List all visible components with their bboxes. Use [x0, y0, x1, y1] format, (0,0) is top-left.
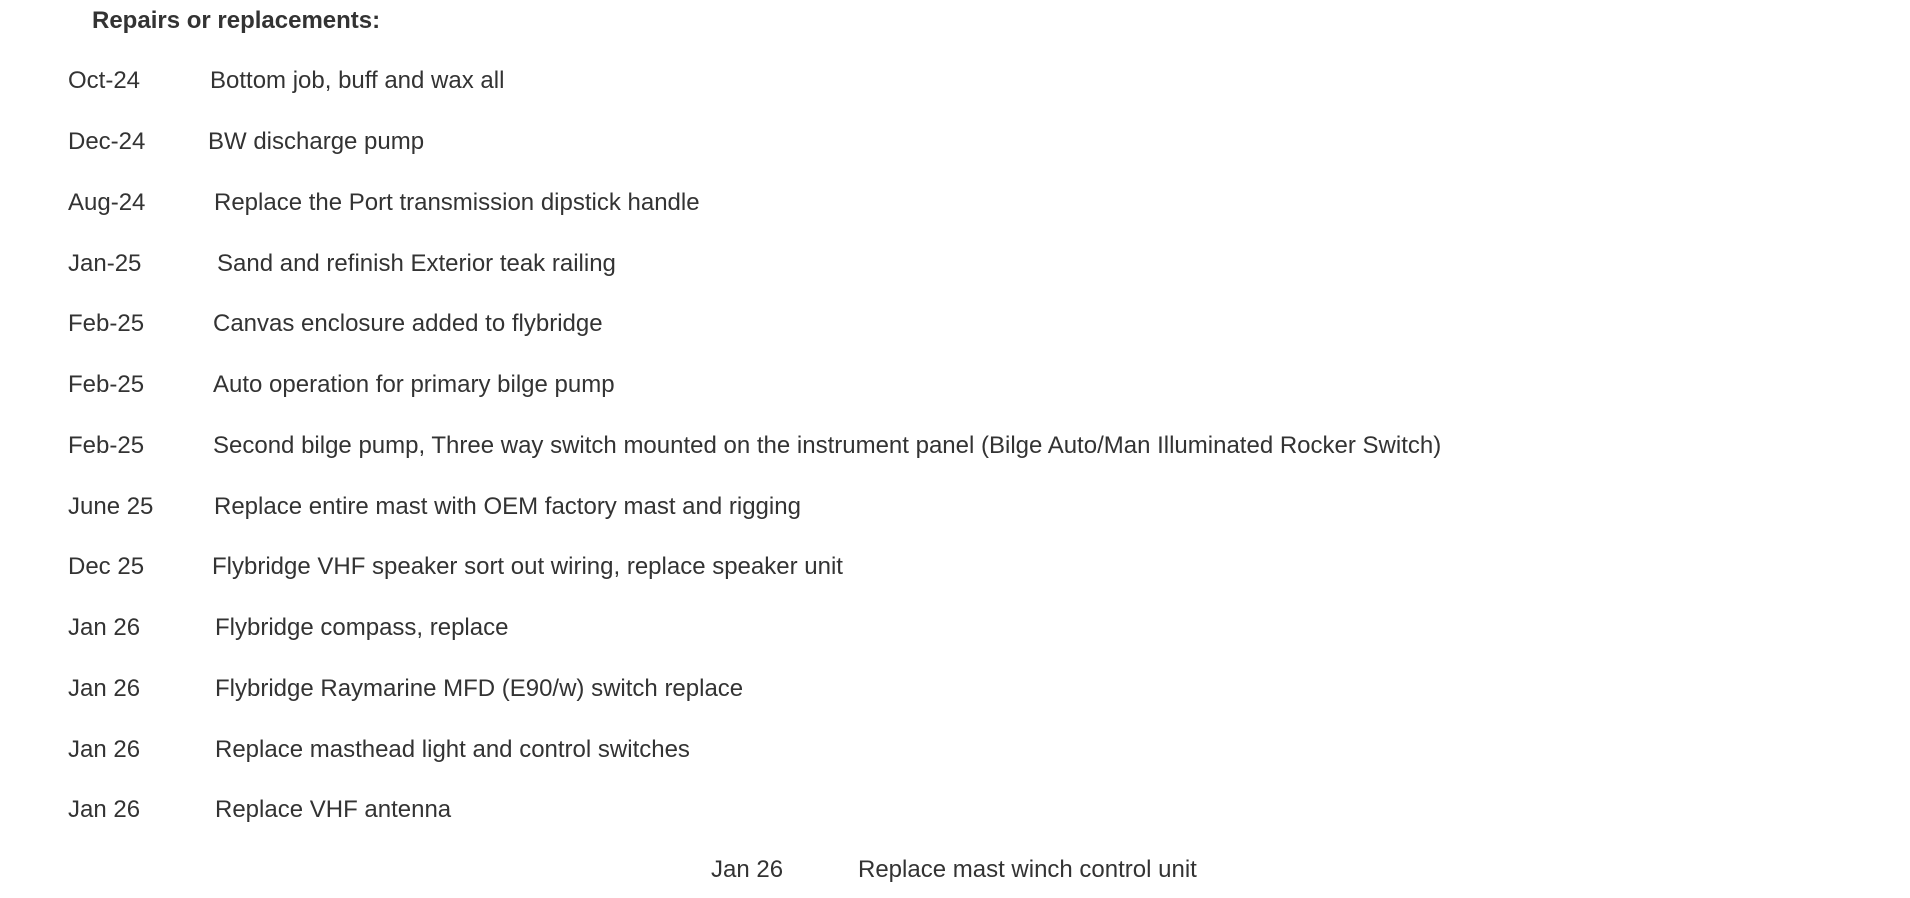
entry-description: Flybridge compass, replace [215, 614, 509, 641]
entry-description: Replace entire mast with OEM factory mast and rigging [214, 493, 801, 520]
entry-description: Auto operation for primary bilge pump [213, 371, 615, 398]
entry-description: Replace mast winch control unit [858, 856, 1197, 883]
entry-date: June 25 [68, 493, 154, 520]
entry-date: Jan-25 [68, 250, 142, 277]
entry-description: Bottom job, buff and wax all [210, 67, 505, 94]
entry-description: Flybridge VHF speaker sort out wiring, replace speaker unit [212, 553, 843, 580]
entry-description: Sand and refinish Exterior teak railing [217, 250, 616, 277]
entry-date: Feb-25 [68, 371, 145, 398]
entry-date: Jan 26 [68, 614, 141, 641]
entry-date: Dec-24 [68, 128, 146, 155]
entry-description: Replace masthead light and control switches [215, 736, 690, 763]
entry-description: Canvas enclosure added to flybridge [213, 310, 603, 337]
entry-description: BW discharge pump [208, 128, 425, 155]
entry-date: Jan 26 [68, 796, 141, 823]
entry-date: Feb-25 [68, 432, 145, 459]
entry-description: Replace the Port transmission dipstick handle [214, 189, 700, 216]
entry-date: Oct-24 [68, 67, 141, 94]
entry-date: Jan 26 [711, 856, 784, 883]
entry-description: Flybridge Raymarine MFD (E90/w) switch replace [215, 675, 744, 702]
entry-date: Aug-24 [68, 189, 146, 216]
section-heading: Repairs or replacements: [92, 7, 381, 34]
entry-date: Dec 25 [68, 553, 145, 580]
entry-date: Feb-25 [68, 310, 145, 337]
entry-date: Jan 26 [68, 675, 141, 702]
entry-description: Second bilge pump, Three way switch mounted on the instrument panel (Bilge Auto/Man Illuminated Rocker Switch) [213, 432, 1442, 459]
entry-description: Replace VHF antenna [215, 796, 452, 823]
entry-date: Jan 26 [68, 736, 141, 763]
